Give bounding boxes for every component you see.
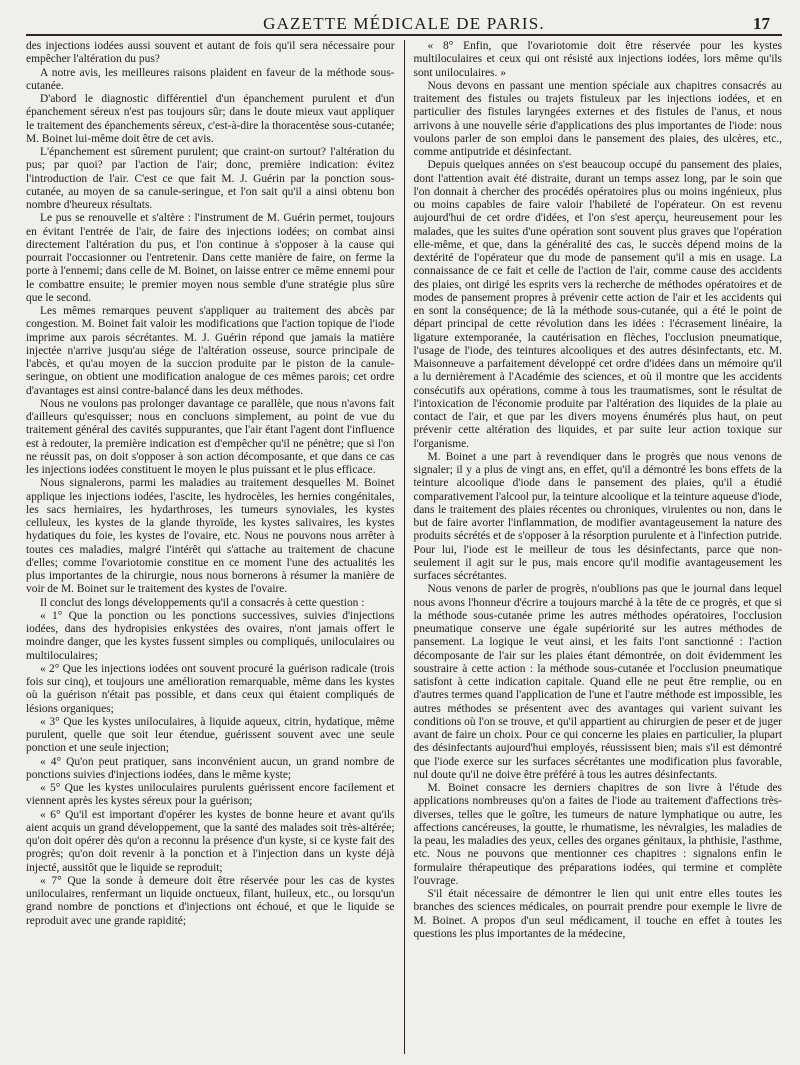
page-number: 17 [753,14,770,33]
article-columns [26,40,782,1054]
paragraph: L'épanchement est sûrement purulent; que craint-on surtout? l'altération du pus; par quoi? par l'action de l'air; donc, première indication: évitez l'introduction de l'air. C'est ce que fait M. J. Guérin par la ponction sous-cutanée, au moyen de sa canule-seringue, et l'on sait qu'il a ainsi obtenu bon nombre d'heureux résultats. [26,146,395,211]
paragraph: Nous ne voulons pas prolonger davantage ce parallèle, que nous n'avons fait d'ailleurs qu'esquisser; nous en concluons simplement, au point de vue du traitement général des cavités suppurantes, que l'air étant l'agent dont l'influence est à redouter, la première indication est d'empêcher qu'il ne pénètre; que si l'on ne réussit pas, on doit s'opposer à son action décomposante, et que dans ce cas les injections iodées constituent le moyen le plus puissant et le plus efficace. [26,397,395,476]
paragraph: « 4° Qu'on peut pratiquer, sans inconvénient aucun, un grand nombre de ponctions suivies d'injections iodées, dans le même kyste; [26,755,395,781]
paragraph: Les mêmes remarques peuvent s'appliquer au traitement des abcès par congestion. M. Boinet fait valoir les modifications que l'action topique de l'iode imprime aux parois sécrétantes. M. J. Guérin répond que jamais la matière injectée n'arrive jusqu'au siége de l'altération osseuse, source principale de l'abcès, et qu'au moyen de la succion produite par le piston de la canule-seringue, on obtient une modification analogue de ces mêmes parois; cet ordre d'avantages est ainsi contre-balancé dans les deux méthodes. [26,305,395,397]
paragraph: D'abord le diagnostic différentiel d'un épanchement purulent et d'un épanchement séreux n'est pas toujours sûr; dans le doute mieux vaut appliquer le traitement des épanchements séreux, c'est-à-dire la thoracentèse sous-cutanée; M. Boinet lui-même doit être de cet avis. [26,93,395,145]
paragraph: « 2° Que les injections iodées ont souvent procuré la guérison radicale (trois fois sur cinq), et toujours une amélioration remarquable, même dans les kystes où la guérison n'était pas possible, et dans ceux qui étaient compliqués de lésions organiques; [26,662,395,715]
paragraph: « 3° Que les kystes uniloculaires, à liquide aqueux, citrin, hydatique, même purulent, quelle que soit leur étendue, guérissent souvent avec une seule ponction et une seule injection; [26,715,395,755]
paragraph: Nous signalerons, parmi les maladies au traitement desquelles M. Boinet applique les injections iodées, l'ascite, les hydrocèles, les hernies congénitales, les sacs herniaires, les hydarthroses, les tumeurs synoviales, les kystes celluleux, les kystes de la glande thyroïde, les kystes salivaires, les kystes hydatiques du foie, les kystes de l'ovaire, etc. Nous ne pouvons nous arrêter à toutes ces maladies, malgré l'intérêt qui s'attache au traitement de chacune d'elles; comme l'ovariotomie constitue en ce moment l'une des actualités les plus importantes de la chirurgie, nous nous bornerons à résumer la manière de voir de M. Boinet sur le traitement des kystes de l'ovaire. [26,477,395,596]
paragraph: des injections iodées aussi souvent et autant de fois qu'il sera nécessaire pour empêcher l'altération du pus? [26,40,395,66]
header-rule [26,34,782,36]
paragraph: Depuis quelques années on s'est beaucoup occupé du pansement des plaies, dont l'attention avait été distraite, durant un temps assez long, par le soin que l'on donnait à chercher des procédés opératoires plus ou moins ingénieux, plus ou moins capables de faire valoir l'habileté de l'opérateur. On est revenu aujourd'hui de cet ordre d'idées, et l'on s'est aperçu, heureusement pour les malades, que les suites d'une opération sont souvent plus graves que l'opération elle-même, et que, dans la généralité des cas, le succès dépend moins de la dextérité de l'opérateur que du mode de pansement qu'il a mis en usage. La connaissance de ce fait et celle de l'action de l'air, comme cause des accidents des plaies, ont dirigé les esprits vers la recherche de méthodes opératoires et de modes de pansement propres à prévenir cette action de l'air et les accidents qui en sont la conséquence; de là la méthode sous-cutanée, qui a été le point de départ principal de cette révolution dans les idées : l'écrasement linéaire, la ligature extemporanée, la cautérisation en flèches, l'occlusion pneumatique, l'usage de l'iode, des teintures alcooliques et des autres désinfectants, etc. M. Maisonneuve a parfaitement développé cet ordre d'idées dans un mémoire qu'il a lu dernièrement à l'Académie des sciences, et où il montre que les accidents consécutifs aux opérations, comme à tous les traumatismes, sont le résultat de l'intoxication de l'économie produite par l'altération des liquides de la plaie au contact de l'air, et que par les divers moyens énumérés plus haut, on peut prévenir cette altération des liquides, et par suite leur action toxique sur l'organisme. [413,159,782,450]
paragraph: A notre avis, les meilleures raisons plaident en faveur de la méthode sous-cutanée. [26,66,395,92]
paragraph: M. Boinet a une part à revendiquer dans le progrès que nous venons de signaler; il y a plus de vingt ans, en effet, qu'il a démontré les bons effets de la teinture alcoolique d'iode dans le pansement des plaies, qu'il a étudié comparativement l'alcool pur, la teinture alcoolique et la teinture aqueuse d'iode, dans le traitement des plaies récentes ou chroniques, virulentes ou non, dans le but de faire avorter l'inflammation, de modifier avantageusement la nature des produits sécrétés et de s'opposer à la résorption purulente et à l'infection putride. Pour lui, l'iode est le meilleur de tous les désinfectants, parce que non-seulement il agit sur le pus, mais encore qu'il modifie avantageusement les surfaces sécrétantes. [413,450,782,582]
paragraph: Nous venons de parler de progrès, n'oublions pas que le journal dans lequel nous avons l'honneur d'écrire a toujours marché à la tête de ce progrès, et que si la méthode sous-cutanée prime les autres méthodes opératoires, l'occlusion pneumatique conserve une égale supériorité sur les autres méthodes de pansement. La logique le veut ainsi, et les faits l'ont sanctionné : l'action décomposante de l'air sur les plaies étant démontrée, on doit évidemment les soustraire à cette action : la méthode sous-cutanée et l'occlusion pneumatique satisfont à cette indication capitale. Quand elle ne peut être remplie, ou en d'autres termes quand l'application de l'une et l'autre méthode est impossible, les autres méthodes se présentent avec des avantages qui varient suivant les conditions où l'on se trouve, et qu'il appartient au chirurgien de peser et de juger avant de faire un choix. Pour ce qui concerne les plaies en particulier, la plupart des désinfectants aujourd'hui employés, réussissent bien; mais s'il est démontré que l'iode exerce sur les surfaces sécrétantes une modification plus favorable, nul doute qu'il ne doive être préféré à tous les autres désinfectants. [413,583,782,781]
paragraph: « 6° Qu'il est important d'opérer les kystes de bonne heure et avant qu'ils aient acquis un grand développement, que la santé des malades soit très-altérée; qu'on doit opérer dès qu'on a reconnu la présence d'un kyste, si ce kyste fait des progrès; qu'on doit revenir à la ponction et à l'injection dans un kyste déjà injecté, aussitôt que le liquide se reproduit; [26,808,395,874]
paragraph: Nous devons en passant une mention spéciale aux chapitres consacrés au traitement des fistules ou trajets fistuleux par les injections iodées, et en particulier des fistules laryngées externes et des fistules de l'anus, et nous arrivons à une nouvelle série d'applications des plus importantes de l'iode: nous voulons parler de son emploi dans le pansement des plaies, des ulcères, etc., comme antiputride et désinfectant. [413,79,782,158]
paragraph: « 5° Que les kystes uniloculaires purulents guérissent encore facilement et viennent après les kystes séreux pour la guérison; [26,782,395,808]
paragraph: Le pus se renouvelle et s'altère : l'instrument de M. Guérin permet, toujours en évitant l'entrée de l'air, de faire des injections iodées; on combat ainsi directement l'altération du pus, et l'on continue à s'opposer à la cause qui pourrait l'occasionner ou l'entretenir. Dans cette manière de faire, on ferme la porte à l'ennemi; dans celle de M. Boinet, on laisse entrer ce même ennemi pour le combattre ensuite; le premier moyen nous semble d'une stratégie plus sûre que le second. [26,212,395,304]
paragraph: M. Boinet consacre les derniers chapitres de son livre à l'étude des applications nombreuses qu'on a faites de l'iode au traitement d'affections très-diverses, telles que le goître, les tumeurs de nature lymphatique ou autre, les affections cancéreuses, la goutte, le rhumatisme, les névralgies, les maladies de la peau, les maladies des yeux, celles des organes génitaux, la phthisie, l'asthme, etc. Nous ne pouvons que mentionner ces chapitres : signalons enfin le formulaire thérapeutique des préparations iodées, qui termine et complète l'ouvrage. [413,782,782,887]
right-column [405,40,783,1054]
left-column [26,40,404,1054]
page-header [26,0,782,34]
paragraph: « 1° Que la ponction ou les ponctions successives, suivies d'injections iodées, dans des hydropisies enkystées des ovaires, n'ont jamais offert le moindre danger, que les kystes fussent simples ou compliqués, uniloculaires ou multiloculaires; [26,609,395,662]
paragraph: « 7° Que la sonde à demeure doit être réservée pour les cas de kystes uniloculaires, renfermant un liquide onctueux, filant, huileux, etc., ou lorsqu'un grand nombre de ponctions et d'injections ont échoué, et que le liquide se reproduit avec une grande rapidité; [26,874,395,927]
paragraph: « 8° Enfin, que l'ovariotomie doit être réservée pour les kystes multiloculaires et ceux qui ont résisté aux injections iodées, lors même qu'ils sont uniloculaires. » [413,40,782,79]
paragraph: S'il était nécessaire de démontrer le lien qui unit entre elles toutes les branches des sciences médicales, on pourrait prendre pour exemple le livre de M. Boinet. A propos d'un seul médicament, il touche en effet à toutes les questions les plus importantes de la médecine, [413,888,782,940]
paragraph: Il conclut des longs développements qu'il a consacrés à cette question : [40,596,365,609]
journal-title: GAZETTE MÉDICALE DE PARIS. [263,14,545,33]
